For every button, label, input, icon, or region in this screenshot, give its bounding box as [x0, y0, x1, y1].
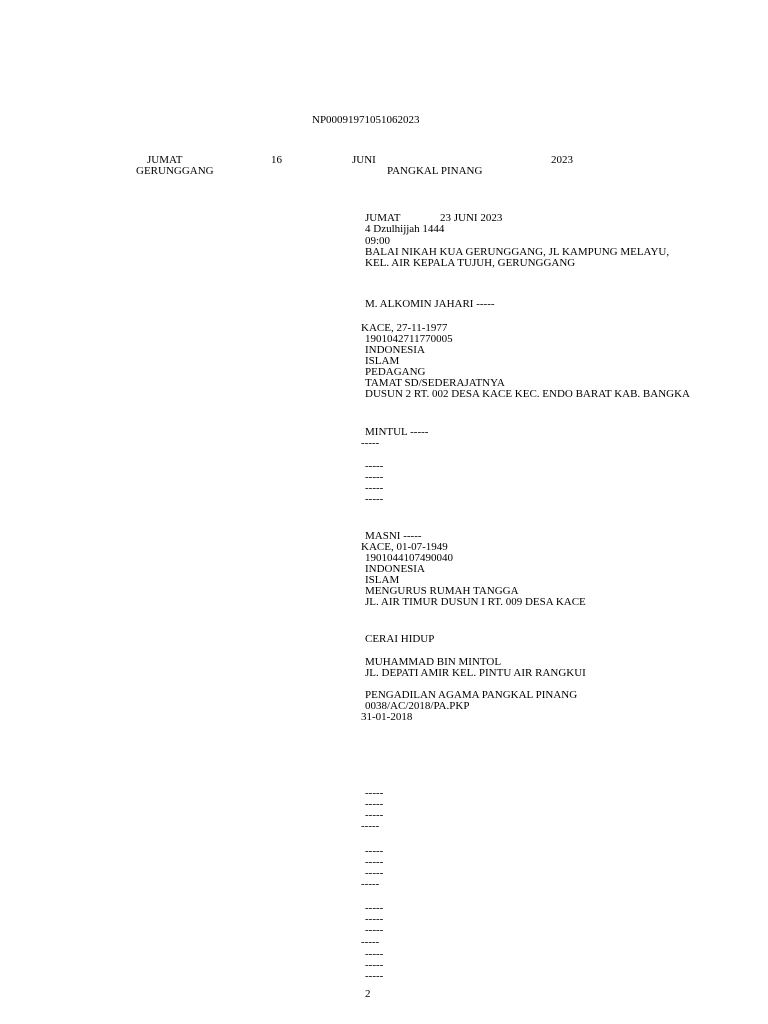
blank-field: ----- — [361, 936, 380, 948]
bride-address: JL. AIR TIMUR DUSUN I RT. 009 DESA KACE — [365, 596, 586, 608]
groom-name: M. ALKOMIN JAHARI ----- — [365, 298, 495, 310]
event-date: 23 JUNI 2023 — [440, 212, 503, 224]
blank-field: ----- — [365, 845, 384, 857]
bride-nik: 1901044107490040 — [365, 552, 453, 564]
event-hijri-date: 4 Dzulhijjah 1444 — [365, 223, 445, 235]
ex-spouse-address: JL. DEPATI AMIR KEL. PINTU AIR RANGKUI — [365, 667, 586, 679]
document-number: NP00091971051062023 — [312, 114, 420, 126]
blank-field: ----- — [365, 948, 384, 960]
event-place-line1: BALAI NIKAH KUA GERUNGGANG, JL KAMPUNG MELAYU, — [365, 246, 670, 258]
groom-education: TAMAT SD/SEDERAJATNYA — [365, 377, 505, 389]
bride-nationality: INDONESIA — [365, 563, 425, 575]
bride-religion: ISLAM — [365, 574, 400, 586]
decree-number: 0038/AC/2018/PA.PKP — [365, 700, 470, 712]
announce-day: JUMAT — [147, 154, 183, 166]
blank-field: ----- — [365, 867, 384, 879]
groom-nationality: INDONESIA — [365, 344, 425, 356]
groom-father-nik: ----- — [365, 460, 384, 472]
groom-father-nationality: ----- — [365, 471, 384, 483]
groom-occupation: PEDAGANG — [365, 366, 426, 378]
groom-religion: ISLAM — [365, 355, 400, 367]
bride-name: MASNI ----- — [365, 530, 422, 542]
announce-month: JUNI — [352, 154, 376, 166]
decree-date: 31-01-2018 — [361, 711, 413, 723]
blank-field: ----- — [361, 820, 380, 832]
event-time: 09:00 — [365, 235, 391, 247]
blank-field: ----- — [365, 913, 384, 925]
blank-field: ----- — [365, 924, 384, 936]
event-day: JUMAT — [365, 212, 401, 224]
blank-field: ----- — [365, 856, 384, 868]
marital-status: CERAI HIDUP — [365, 633, 435, 645]
blank-field: ----- — [365, 902, 384, 914]
groom-address: DUSUN 2 RT. 002 DESA KACE KEC. ENDO BARAT KAB. BANGKA — [365, 388, 690, 400]
blank-field: ----- — [365, 787, 384, 799]
groom-father-occupation: ----- — [365, 493, 384, 505]
groom-father-religion: ----- — [365, 482, 384, 494]
blank-field: ----- — [365, 809, 384, 821]
page-number: 2 — [365, 988, 371, 1000]
bride-occupation: MENGURUS RUMAH TANGGA — [365, 585, 519, 597]
event-place-line2: KEL. AIR KEPALA TUJUH, GERUNGGANG — [365, 257, 576, 269]
bride-birth: KACE, 01-07-1949 — [361, 541, 448, 553]
blank-field: ----- — [365, 959, 384, 971]
groom-father-name: MINTUL ----- — [365, 426, 429, 438]
court-name: PENGADILAN AGAMA PANGKAL PINANG — [365, 689, 578, 701]
announce-date: 16 — [271, 154, 282, 166]
blank-field: ----- — [365, 798, 384, 810]
groom-nik: 1901042711770005 — [365, 333, 453, 345]
ex-spouse-name: MUHAMMAD BIN MINTOL — [365, 656, 502, 668]
announce-year: 2023 — [551, 154, 573, 166]
groom-father-birth: ----- — [361, 437, 380, 449]
city-name: PANGKAL PINANG — [387, 165, 483, 177]
blank-field: ----- — [365, 970, 384, 982]
kua-name: GERUNGGANG — [136, 165, 214, 177]
groom-birth: KACE, 27-11-1977 — [361, 322, 448, 334]
blank-field: ----- — [361, 878, 380, 890]
